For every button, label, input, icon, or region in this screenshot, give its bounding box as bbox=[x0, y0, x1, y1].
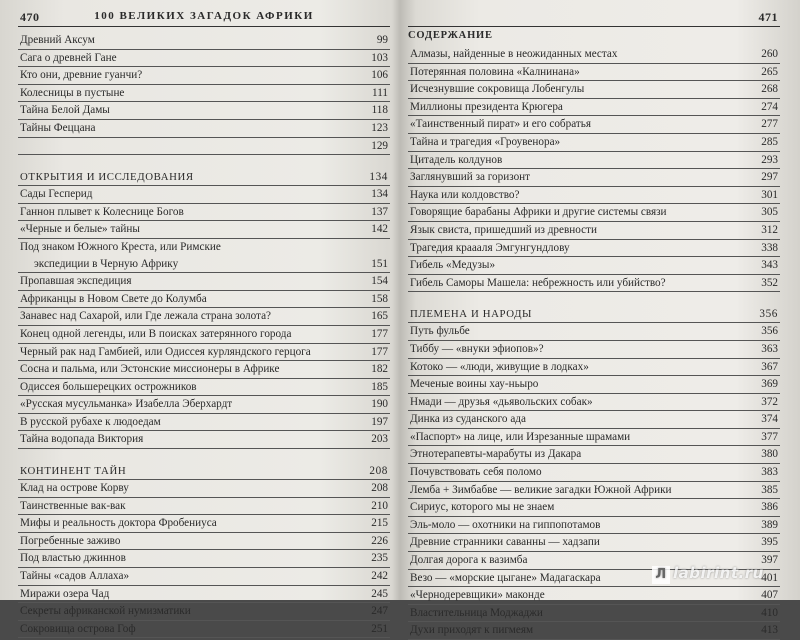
toc-section-header bbox=[18, 457, 390, 480]
toc-entry bbox=[408, 81, 780, 99]
toc-title: Занавес над Сахарой, или Где лежала страна золота? bbox=[20, 310, 272, 323]
toc-title: Колесницы в пустыне bbox=[20, 86, 125, 99]
toc-page-number: 134 bbox=[369, 171, 388, 184]
toc-page-number: 301 bbox=[761, 188, 778, 201]
toc-entry bbox=[408, 275, 780, 293]
toc-page-number: 389 bbox=[761, 518, 778, 531]
toc-page-number: 182 bbox=[371, 363, 388, 376]
toc-page-number: 380 bbox=[761, 448, 778, 461]
toc-entry bbox=[408, 429, 780, 447]
toc-title: Заглянувший за горизонт bbox=[410, 171, 531, 184]
toc-page-number: 377 bbox=[761, 430, 778, 443]
toc-entry bbox=[18, 32, 390, 50]
toc-title: ОТКРЫТИЯ И ИССЛЕДОВАНИЯ bbox=[20, 171, 194, 184]
toc-entry bbox=[408, 187, 780, 205]
toc-title: Лемба + Зимбабве — великие загадки Южной Африки bbox=[410, 483, 672, 496]
toc-page-number: 265 bbox=[761, 65, 778, 78]
toc-title: «Черные и белые» тайны bbox=[20, 223, 140, 236]
right-page bbox=[408, 0, 780, 637]
toc-title: Котоко — «люди, живущие в лодках» bbox=[410, 360, 589, 373]
toc-title: Пропавшая экспедиция bbox=[20, 275, 132, 288]
toc-title: «Паспорт» на лице, или Изрезанные шрамами bbox=[410, 430, 631, 443]
toc-page-number: 226 bbox=[371, 534, 388, 547]
toc-title: Тиббу — «внуки эфиопов»? bbox=[410, 342, 544, 355]
toc-page-number: 338 bbox=[761, 241, 778, 254]
toc-entry bbox=[18, 239, 390, 256]
toc-title: Под знаком Южного Креста, или Римские bbox=[20, 240, 221, 253]
toc-page-number: 129 bbox=[371, 139, 388, 152]
toc-entry bbox=[408, 116, 780, 134]
toc-title: Трагедия краааля Эмгунгундлову bbox=[410, 241, 570, 254]
toc-page-number: 385 bbox=[761, 483, 778, 496]
toc-entry bbox=[408, 134, 780, 152]
toc-page-number: 386 bbox=[761, 501, 778, 514]
right-toc-list bbox=[408, 46, 780, 640]
toc-page-number: 103 bbox=[371, 51, 388, 64]
toc-title: Сокровища острова Гоф bbox=[20, 622, 136, 635]
toc-page-number: 410 bbox=[761, 606, 778, 619]
toc-title: Динка из суданского ада bbox=[410, 413, 526, 426]
toc-page-number: 356 bbox=[759, 308, 778, 321]
toc-title: Таинственные вак-вак bbox=[20, 499, 126, 512]
toc-page-number: 142 bbox=[371, 223, 388, 236]
toc-entry bbox=[18, 621, 390, 639]
toc-entry bbox=[18, 533, 390, 551]
left-toc-list bbox=[18, 32, 390, 638]
toc-title: Древний Аксум bbox=[20, 34, 95, 46]
toc-entry bbox=[18, 273, 390, 291]
toc-title: «Русская мусульманка» Изабелла Эберхардт bbox=[20, 398, 233, 411]
toc-page-number: 274 bbox=[761, 100, 778, 113]
toc-section-header bbox=[408, 300, 780, 323]
toc-title: Под властью джиннов bbox=[20, 552, 126, 565]
toc-page-number: 383 bbox=[761, 466, 778, 479]
toc-page-number: 297 bbox=[761, 171, 778, 184]
toc-page-number: 356 bbox=[761, 325, 778, 338]
toc-entry bbox=[18, 221, 390, 239]
toc-page-number: 215 bbox=[371, 517, 388, 530]
toc-entry bbox=[18, 85, 390, 103]
toc-page-number: 106 bbox=[371, 69, 388, 82]
toc-title: «Чернодеревщики» маконде bbox=[410, 589, 545, 602]
toc-title: Властительница Моджаджи bbox=[410, 606, 543, 619]
toc-entry bbox=[18, 379, 390, 397]
toc-entry bbox=[408, 240, 780, 258]
toc-title: Этнотерапевты-марабуты из Дакара bbox=[410, 448, 582, 461]
toc-title: Тайны Феццана bbox=[20, 121, 96, 134]
toc-title: Погребенные заживо bbox=[20, 534, 121, 547]
toc-title: экспедиции в Черную Африку bbox=[34, 257, 179, 270]
toc-entry bbox=[18, 414, 390, 432]
toc-page-number: 401 bbox=[761, 571, 778, 584]
toc-entry bbox=[18, 480, 390, 498]
toc-title: Миллионы президента Крюгера bbox=[410, 100, 563, 113]
toc-entry bbox=[18, 586, 390, 604]
toc-page-number: 177 bbox=[371, 345, 388, 358]
toc-page-number: 374 bbox=[761, 413, 778, 426]
watermark-text: labirint.ru bbox=[673, 564, 764, 582]
section-gap bbox=[18, 449, 390, 457]
toc-entry bbox=[408, 482, 780, 500]
toc-title: Почувствовать себя поломо bbox=[410, 466, 542, 479]
toc-entry bbox=[408, 376, 780, 394]
toc-title: Ганнон плывет к Колеснице Богов bbox=[20, 205, 184, 218]
toc-entry bbox=[18, 431, 390, 449]
toc-title: ПЛЕМЕНА И НАРОДЫ bbox=[410, 308, 533, 321]
toc-entry bbox=[408, 341, 780, 359]
toc-entry bbox=[18, 550, 390, 568]
toc-title: Цитадель колдунов bbox=[410, 153, 503, 166]
toc-page-number: 197 bbox=[371, 415, 388, 428]
toc-page-number: 185 bbox=[371, 380, 388, 393]
toc-entry bbox=[18, 67, 390, 85]
toc-title: Меченые воины хау-ньыро bbox=[410, 378, 539, 391]
toc-title: Наука или колдовство? bbox=[410, 188, 520, 201]
toc-entry bbox=[408, 46, 780, 64]
toc-entry bbox=[18, 256, 390, 274]
contents-heading: СОДЕРЖАНИЕ bbox=[408, 30, 493, 41]
toc-entry bbox=[18, 568, 390, 586]
toc-entry bbox=[408, 394, 780, 412]
toc-entry bbox=[408, 323, 780, 341]
toc-page-number: 99 bbox=[376, 34, 388, 46]
toc-page-number: 367 bbox=[761, 360, 778, 373]
toc-title: Алмазы, найденные в неожиданных местах bbox=[410, 48, 618, 60]
toc-page-number: 151 bbox=[371, 257, 388, 270]
toc-entry bbox=[408, 359, 780, 377]
toc-entry bbox=[18, 186, 390, 204]
toc-section-header bbox=[18, 163, 390, 186]
toc-entry bbox=[408, 499, 780, 517]
toc-page-number: 154 bbox=[371, 275, 388, 288]
toc-entry bbox=[18, 308, 390, 326]
toc-page-number: 245 bbox=[371, 587, 388, 600]
toc-title: Везо — «морские цыгане» Мадагаскара bbox=[410, 571, 601, 584]
toc-page-number: 277 bbox=[761, 118, 778, 131]
toc-entry bbox=[408, 411, 780, 429]
toc-title: Кто они, древние гуанчи? bbox=[20, 69, 143, 82]
toc-title: Африканцы в Новом Свете до Колумба bbox=[20, 292, 207, 305]
toc-page-number: 177 bbox=[371, 327, 388, 340]
toc-page-number: 260 bbox=[761, 48, 778, 60]
toc-page-number: 165 bbox=[371, 310, 388, 323]
toc-title: Древние странники саванны — хадзапи bbox=[410, 536, 600, 549]
right-page-number: 471 bbox=[758, 10, 778, 24]
toc-page-number: 190 bbox=[371, 398, 388, 411]
toc-page-number: 251 bbox=[371, 622, 388, 635]
toc-entry bbox=[18, 344, 390, 362]
toc-title: Сириус, которого мы не знаем bbox=[410, 501, 555, 514]
toc-title: Нмади — друзья «дьявольских собак» bbox=[410, 395, 593, 408]
toc-entry bbox=[408, 204, 780, 222]
toc-entry bbox=[18, 326, 390, 344]
toc-entry bbox=[18, 204, 390, 222]
toc-entry bbox=[18, 515, 390, 533]
toc-title: Духи приходят к пигмеям bbox=[410, 624, 534, 637]
toc-page-number: 137 bbox=[371, 205, 388, 218]
toc-title: Мифы и реальность доктора Фробениуса bbox=[20, 517, 217, 530]
toc-title: Гибель «Медузы» bbox=[410, 259, 496, 272]
toc-entry bbox=[408, 222, 780, 240]
toc-entry bbox=[408, 446, 780, 464]
left-running-head bbox=[18, 8, 390, 27]
toc-page-number: 235 bbox=[371, 552, 388, 565]
toc-title: Путь фульбе bbox=[410, 325, 470, 338]
toc-title: Сады Гесперид bbox=[20, 188, 93, 201]
toc-entry bbox=[18, 138, 390, 156]
toc-title: Долгая дорога к вазимба bbox=[410, 554, 528, 567]
watermark bbox=[652, 564, 764, 584]
toc-page-number: 247 bbox=[371, 605, 388, 618]
toc-title: Сага о древней Гане bbox=[20, 51, 117, 64]
toc-title: Клад на острове Корву bbox=[20, 482, 129, 495]
toc-page-number: 395 bbox=[761, 536, 778, 549]
toc-title: Конец одной легенды, или В поисках затерянного города bbox=[20, 327, 292, 340]
toc-entry bbox=[18, 120, 390, 138]
toc-page-number: 134 bbox=[371, 188, 388, 201]
toc-title: Черный рак над Гамбией, или Одиссея курляндского герцога bbox=[20, 345, 311, 358]
toc-title: Гибель Саморы Машела: небрежность или убийство? bbox=[410, 276, 666, 289]
toc-title: Сосна и пальма, или Эстонские миссионеры в Африке bbox=[20, 363, 280, 376]
toc-page-number: 413 bbox=[761, 624, 778, 637]
toc-title: КОНТИНЕНТ ТАЙН bbox=[20, 465, 127, 478]
toc-entry bbox=[408, 605, 780, 623]
toc-entry bbox=[408, 152, 780, 170]
toc-page-number: 242 bbox=[371, 570, 388, 583]
toc-title: Одиссея большерецких острожников bbox=[20, 380, 197, 393]
toc-page-number: 111 bbox=[372, 86, 388, 99]
running-title: 100 ВЕЛИКИХ ЗАГАДОК АФРИКИ bbox=[94, 10, 314, 22]
toc-title: Тайны «садов Аллаха» bbox=[20, 570, 130, 583]
toc-page-number: 268 bbox=[761, 83, 778, 96]
toc-title: Тайна водопада Виктория bbox=[20, 433, 144, 446]
toc-page-number: 372 bbox=[761, 395, 778, 408]
toc-title: Секреты африканской нумизматики bbox=[20, 605, 191, 618]
toc-title: Потерянная половина «Калнинана» bbox=[410, 65, 580, 78]
toc-entry bbox=[18, 291, 390, 309]
toc-entry bbox=[408, 99, 780, 117]
toc-page-number: 369 bbox=[761, 378, 778, 391]
toc-entry bbox=[408, 587, 780, 605]
toc-page-number: 158 bbox=[371, 292, 388, 305]
left-page bbox=[18, 0, 390, 635]
toc-entry bbox=[408, 464, 780, 482]
toc-page-number: 285 bbox=[761, 135, 778, 148]
toc-entry bbox=[408, 517, 780, 535]
toc-title: Исчезнувшие сокровища Лобенгулы bbox=[410, 83, 585, 96]
section-gap bbox=[18, 155, 390, 163]
toc-entry bbox=[18, 50, 390, 68]
toc-page-number: 208 bbox=[371, 482, 388, 495]
toc-title: Эль-моло — охотники на гиппопотамов bbox=[410, 518, 601, 531]
toc-page-number: 407 bbox=[761, 589, 778, 602]
toc-page-number: 123 bbox=[371, 121, 388, 134]
toc-entry bbox=[408, 169, 780, 187]
toc-page-number: 208 bbox=[369, 465, 388, 478]
toc-page-number: 363 bbox=[761, 342, 778, 355]
toc-entry bbox=[18, 603, 390, 621]
toc-entry bbox=[408, 64, 780, 82]
left-page-number: 470 bbox=[20, 10, 40, 24]
toc-page-number: 343 bbox=[761, 259, 778, 272]
toc-entry bbox=[18, 498, 390, 516]
toc-entry bbox=[408, 257, 780, 275]
toc-entry bbox=[408, 534, 780, 552]
right-running-head bbox=[408, 8, 780, 27]
toc-page-number: 293 bbox=[761, 153, 778, 166]
toc-page-number: 312 bbox=[761, 223, 778, 236]
toc-title: Говорящие барабаны Африки и другие системы связи bbox=[410, 206, 667, 219]
toc-title: Язык свиста, пришедший из древности bbox=[410, 223, 597, 236]
watermark-badge: Л bbox=[652, 566, 670, 584]
toc-title: Тайна Белой Дамы bbox=[20, 104, 110, 117]
toc-page-number: 305 bbox=[761, 206, 778, 219]
toc-entry bbox=[18, 361, 390, 379]
toc-entry bbox=[18, 102, 390, 120]
toc-entry bbox=[408, 622, 780, 640]
toc-page-number: 210 bbox=[371, 499, 388, 512]
toc-title: В русской рубахе к людоедам bbox=[20, 415, 161, 428]
toc-page-number: 203 bbox=[371, 433, 388, 446]
toc-title: Миражи озера Чад bbox=[20, 587, 110, 600]
toc-entry bbox=[18, 396, 390, 414]
toc-page-number: 397 bbox=[761, 554, 778, 567]
toc-page-number: 352 bbox=[761, 276, 778, 289]
toc-title: «Таинственный пират» и его собратья bbox=[410, 118, 592, 131]
section-gap bbox=[408, 292, 780, 300]
toc-title: Тайна и трагедия «Гроувенора» bbox=[410, 135, 561, 148]
toc-page-number: 118 bbox=[371, 104, 388, 117]
